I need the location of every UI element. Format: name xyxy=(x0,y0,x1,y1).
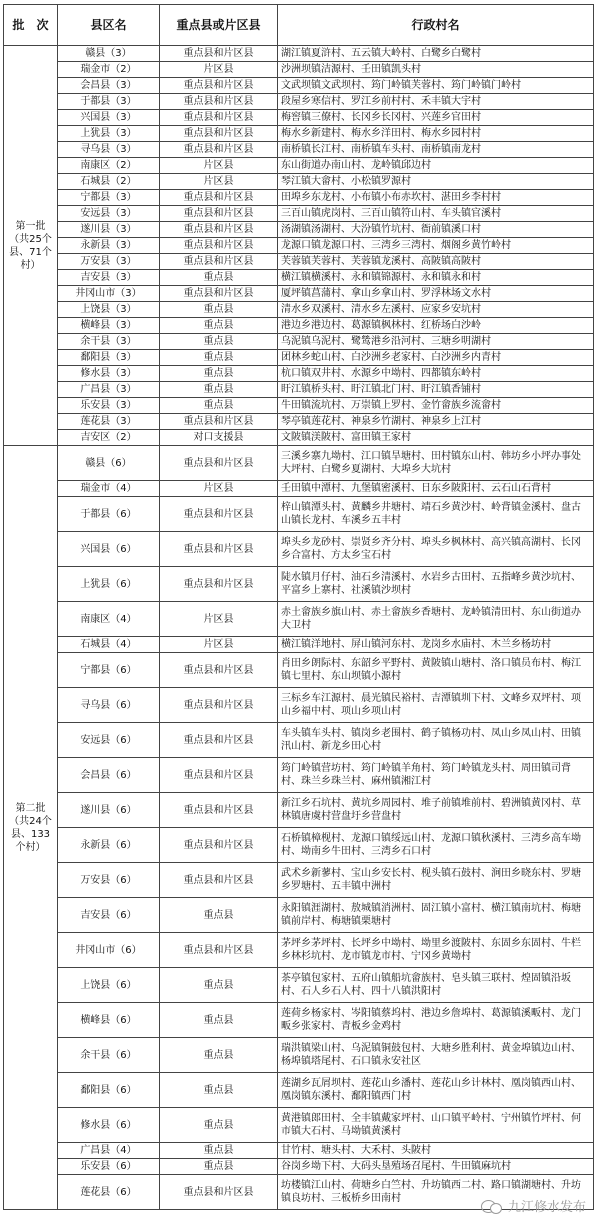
county-type-cell: 重点县和片区县 xyxy=(160,126,278,142)
county-type-cell: 重点县和片区县 xyxy=(160,78,278,94)
county-type-cell: 重点县 xyxy=(160,302,278,318)
county-type-cell: 重点县 xyxy=(160,898,278,933)
table-header-row xyxy=(4,5,594,46)
village-list-cell: 杭口镇双井村、水源乡中坳村、四都镇东岭村 xyxy=(278,366,594,382)
county-cell: 兴国县（6） xyxy=(58,532,160,567)
county-type-cell: 重点县和片区县 xyxy=(160,238,278,254)
county-type-cell: 重点县 xyxy=(160,968,278,1003)
village-list-cell: 三溪乡寨九坳村、江口镇旱塘村、田村镇东山村、韩坊乡小坪办事处大坪村、白鹭乡夏湖村、大埠乡大坑村 xyxy=(278,446,594,481)
county-cell: 余干县（6） xyxy=(58,1038,160,1073)
table-row xyxy=(4,158,594,174)
village-list-cell: 永阳镇涯湖村、敖城镇消洲村、固江镇小富村、横江镇南坑村、梅塘镇前岸村、梅塘镇栗塘村 xyxy=(278,898,594,933)
table-row xyxy=(4,481,594,497)
county-cell: 遂川县（6） xyxy=(58,793,160,828)
table-row xyxy=(4,318,594,334)
county-cell: 瑞金市（4） xyxy=(58,481,160,497)
county-type-cell: 重点县和片区县 xyxy=(160,286,278,302)
county-type-cell: 片区县 xyxy=(160,62,278,78)
header-type: 重点县或片区县 xyxy=(160,5,278,46)
table-row xyxy=(4,758,594,793)
county-type-cell: 重点县和片区县 xyxy=(160,414,278,430)
county-type-cell: 重点县和片区县 xyxy=(160,723,278,758)
county-type-cell: 片区县 xyxy=(160,158,278,174)
table-row xyxy=(4,46,594,62)
county-type-cell: 重点县和片区县 xyxy=(160,110,278,126)
table-row xyxy=(4,1159,594,1175)
table-body xyxy=(4,46,594,1210)
village-list-cell: 清水乡双溪村、清水乡左溪村、应家乡安坑村 xyxy=(278,302,594,318)
table-row xyxy=(4,602,594,637)
village-list-cell: 厦坪镇菖蒲村、拿山乡拿山村、罗浮林场文水村 xyxy=(278,286,594,302)
county-cell: 寻乌县（3） xyxy=(58,142,160,158)
county-cell: 安远县（3） xyxy=(58,206,160,222)
village-list-cell: 梓山镇潭头村、黄麟乡井塘村、靖石乡黄沙村、岭背镇金溪村、盘古山镇长龙村、车溪乡五丰村 xyxy=(278,497,594,532)
village-list-cell: 坊楼镇江山村、荷塘乡白竺村、升坊镇西二村、路口镇湖塘村、升坊镇良坊村、三板桥乡田南村 xyxy=(278,1175,594,1210)
table-row xyxy=(4,1038,594,1073)
village-list-cell: 茶亭镇包家村、五府山镇船坑畲族村、皂头镇三联村、煌固镇沿坂村、石人乡石人村、四十八镇洪阳村 xyxy=(278,968,594,1003)
county-type-cell: 重点县和片区县 xyxy=(160,758,278,793)
table-row xyxy=(4,126,594,142)
county-type-cell: 重点县 xyxy=(160,366,278,382)
village-list-cell: 壬田镇中潭村、九堡镇密溪村、日东乡陂阳村、云石山石背村 xyxy=(278,481,594,497)
county-type-cell: 片区县 xyxy=(160,174,278,190)
village-list-cell: 港边乡港边村、葛源镇枫林村、红桥场白沙岭 xyxy=(278,318,594,334)
village-list-cell: 琴江镇大畲村、小松镇罗源村 xyxy=(278,174,594,190)
county-type-cell: 重点县 xyxy=(160,1003,278,1038)
county-cell: 寻乌县（6） xyxy=(58,688,160,723)
county-cell: 横峰县（6） xyxy=(58,1003,160,1038)
table-row xyxy=(4,78,594,94)
county-type-cell: 片区县 xyxy=(160,481,278,497)
village-list-cell: 文武坝镇文武坝村、筠门岭镇芙蓉村、筠门岭镇门岭村 xyxy=(278,78,594,94)
table-row xyxy=(4,933,594,968)
village-list-cell: 瑞洪镇梁山村、乌泥镇铜鼓包村、大塘乡胜利村、黄金埠镇边山村、杨埠镇塔尾村、石口镇永安社区 xyxy=(278,1038,594,1073)
table-row xyxy=(4,1108,594,1143)
county-type-cell: 重点县和片区县 xyxy=(160,532,278,567)
county-cell: 永新县（3） xyxy=(58,238,160,254)
table-row xyxy=(4,286,594,302)
county-type-cell: 重点县和片区县 xyxy=(160,688,278,723)
table-row xyxy=(4,334,594,350)
wechat-icon xyxy=(481,1198,503,1214)
table-row xyxy=(4,723,594,758)
village-list-cell: 横江镇洋地村、屏山镇河东村、龙岗乡水庙村、木兰乡杨坊村 xyxy=(278,637,594,653)
county-type-cell: 重点县和片区县 xyxy=(160,828,278,863)
county-cell: 吉安县（3） xyxy=(58,270,160,286)
village-list-cell: 盱江镇桥头村、盱江镇北门村、盱江镇香铺村 xyxy=(278,382,594,398)
county-type-cell: 重点县 xyxy=(160,270,278,286)
table-row xyxy=(4,142,594,158)
table-row xyxy=(4,637,594,653)
county-cell: 永新县（6） xyxy=(58,828,160,863)
table-row xyxy=(4,793,594,828)
county-type-cell: 重点县和片区县 xyxy=(160,567,278,602)
table-row xyxy=(4,898,594,933)
county-type-cell: 重点县 xyxy=(160,1108,278,1143)
village-list-cell: 石桥镇樟枧村、龙源口镇绥远山村、龙源口镇秋溪村、三湾乡高车坳村、坳南乡牛田村、三湾乡石口村 xyxy=(278,828,594,863)
county-cell: 石城县（4） xyxy=(58,637,160,653)
village-list-cell: 汤湖镇汤湖村、大汾镇竹坑村、衙前镇溪口村 xyxy=(278,222,594,238)
table-row xyxy=(4,398,594,414)
county-cell: 广昌县（4） xyxy=(58,1143,160,1159)
county-cell: 会昌县（6） xyxy=(58,758,160,793)
header-batch: 批 次 xyxy=(4,5,58,46)
table-row xyxy=(4,1143,594,1159)
county-cell: 修水县（6） xyxy=(58,1108,160,1143)
county-type-cell: 重点县和片区县 xyxy=(160,653,278,688)
table-row xyxy=(4,863,594,898)
county-cell: 万安县（3） xyxy=(58,254,160,270)
county-type-cell: 重点县和片区县 xyxy=(160,190,278,206)
village-list-cell: 田埠乡东龙村、小布镇小布赤坎村、湛田乡李村村 xyxy=(278,190,594,206)
county-cell: 鄱阳县（6） xyxy=(58,1073,160,1108)
county-cell: 鄱阳县（3） xyxy=(58,350,160,366)
village-list-cell: 沙洲坝镇洁源村、壬田镇凯头村 xyxy=(278,62,594,78)
table-row xyxy=(4,653,594,688)
county-cell: 瑞金市（2） xyxy=(58,62,160,78)
village-list-cell: 梅窖镇三僚村、长冈乡长冈村、兴莲乡官田村 xyxy=(278,110,594,126)
county-cell: 于都县（3） xyxy=(58,94,160,110)
county-type-cell: 重点县和片区县 xyxy=(160,793,278,828)
county-cell: 遂川县（3） xyxy=(58,222,160,238)
table-row xyxy=(4,270,594,286)
table-row xyxy=(4,497,594,532)
county-cell: 南康区（4） xyxy=(58,602,160,637)
village-list-cell: 车头镇车头村、镇岗乡老围村、鹤子镇杨功村、凤山乡凤山村、田镇汛山村、新龙乡田心村 xyxy=(278,723,594,758)
county-type-cell: 重点县和片区县 xyxy=(160,254,278,270)
table-row xyxy=(4,567,594,602)
county-type-cell: 对口支援县 xyxy=(160,430,278,446)
county-type-cell: 重点县和片区县 xyxy=(160,142,278,158)
header-villages: 行政村名 xyxy=(278,5,594,46)
county-cell: 广昌县（3） xyxy=(58,382,160,398)
village-list-cell: 芙蓉镇芙蓉村、芙蓉镇龙溪村、高陂镇高陂村 xyxy=(278,254,594,270)
table-row xyxy=(4,238,594,254)
county-cell: 莲花县（6） xyxy=(58,1175,160,1210)
table-row xyxy=(4,968,594,1003)
village-list-cell: 乌泥镇乌泥村、鹭鸶港乡沿河村、三塘乡明湖村 xyxy=(278,334,594,350)
table-row xyxy=(4,254,594,270)
village-list-cell: 团林乡蛇山村、白沙洲乡老家村、白沙洲乡内青村 xyxy=(278,350,594,366)
county-type-cell: 重点县和片区县 xyxy=(160,206,278,222)
table-row xyxy=(4,350,594,366)
county-type-cell: 重点县 xyxy=(160,334,278,350)
county-cell: 兴国县（3） xyxy=(58,110,160,126)
village-list-cell: 三百山镇虎岗村、三百山镇符山村、车头镇官溪村 xyxy=(278,206,594,222)
village-list-cell: 筠门岭镇营坊村、筠门岭镇羊角村、筠门岭镇龙头村、周田镇司背村、珠兰乡珠兰村、麻州镇湘江村 xyxy=(278,758,594,793)
county-type-cell: 重点县 xyxy=(160,1143,278,1159)
village-list-cell: 三标乡车江源村、晨光镇民裕村、吉潭镇圳下村、文峰乡双坪村、项山乡福中村、项山乡项山村 xyxy=(278,688,594,723)
county-type-cell: 重点县 xyxy=(160,1159,278,1175)
village-list-cell: 湖江镇夏浒村、五云镇大岭村、白鹭乡白鹭村 xyxy=(278,46,594,62)
county-cell: 井冈山市（3） xyxy=(58,286,160,302)
county-cell: 修水县（3） xyxy=(58,366,160,382)
village-list-cell: 文陂镇渼陂村、富田镇王家村 xyxy=(278,430,594,446)
county-type-cell: 重点县和片区县 xyxy=(160,94,278,110)
county-type-cell: 重点县 xyxy=(160,1038,278,1073)
table-row xyxy=(4,302,594,318)
county-cell: 赣县（6） xyxy=(58,446,160,481)
table-row xyxy=(4,110,594,126)
county-type-cell: 重点县和片区县 xyxy=(160,497,278,532)
village-list-cell: 琴亭镇莲花村、神泉乡竹湖村、神泉乡上江村 xyxy=(278,414,594,430)
county-cell: 井冈山市（6） xyxy=(58,933,160,968)
village-list-cell: 梅水乡新建村、梅水乡洋田村、梅水乡园村村 xyxy=(278,126,594,142)
village-list-cell: 陡水镇月仔村、油石乡清溪村、水岩乡古田村、五指峰乡黄沙坑村、平富乡上寨村、社溪镇沙坝村 xyxy=(278,567,594,602)
table-row xyxy=(4,174,594,190)
county-cell: 会昌县（3） xyxy=(58,78,160,94)
county-type-cell: 重点县和片区县 xyxy=(160,933,278,968)
county-cell: 石城县（2） xyxy=(58,174,160,190)
county-cell: 上饶县（3） xyxy=(58,302,160,318)
county-type-cell: 重点县和片区县 xyxy=(160,863,278,898)
table-row xyxy=(4,382,594,398)
village-table xyxy=(3,4,594,1210)
county-cell: 乐安县（6） xyxy=(58,1159,160,1175)
county-type-cell: 重点县和片区县 xyxy=(160,446,278,481)
county-type-cell: 重点县 xyxy=(160,350,278,366)
village-list-cell: 横江镇横溪村、永和镇锦源村、永和镇永和村 xyxy=(278,270,594,286)
village-list-cell: 黄港镇郎田村、全丰镇戴家坪村、山口镇平岭村、宁州镇竹坪村、何市镇大石村、马坳镇黄溪村 xyxy=(278,1108,594,1143)
county-type-cell: 片区县 xyxy=(160,602,278,637)
village-list-cell: 南桥镇长江村、南桥镇车头村、南桥镇南龙村 xyxy=(278,142,594,158)
table-row xyxy=(4,1073,594,1108)
table-row xyxy=(4,62,594,78)
table-row xyxy=(4,430,594,446)
village-list-cell: 武术乡新蓼村、宝山乡安长村、枧头镇石鼓村、涧田乡晓东村、罗塘乡罗塘村、五丰镇中洲村 xyxy=(278,863,594,898)
table-row xyxy=(4,446,594,481)
county-cell: 上犹县（6） xyxy=(58,567,160,602)
village-list-cell: 肖田乡朗际村、东韶乡平野村、黄陂镇山塘村、洛口镇员布村、梅江镇七里村、东山坝镇小源村 xyxy=(278,653,594,688)
village-list-cell: 莲荷乡杨家村、岑阳镇蔡坞村、港边乡詹埠村、葛源镇溪畈村、龙门畈乡张家村、青板乡金鸡村 xyxy=(278,1003,594,1038)
county-type-cell: 重点县 xyxy=(160,398,278,414)
header-county: 县区名 xyxy=(58,5,160,46)
county-cell: 南康区（2） xyxy=(58,158,160,174)
village-list-cell: 龙源口镇龙源口村、三湾乡三湾村、烟阁乡黄竹岭村 xyxy=(278,238,594,254)
county-cell: 上犹县（3） xyxy=(58,126,160,142)
county-cell: 宁都县（3） xyxy=(58,190,160,206)
village-list-cell: 埠头乡龙砂村、崇贤乡齐分村、埠头乡枫林村、高兴镇高湖村、长冈乡合富村、方太乡宝石村 xyxy=(278,532,594,567)
table-row xyxy=(4,206,594,222)
county-cell: 乐安县（3） xyxy=(58,398,160,414)
county-cell: 于都县（6） xyxy=(58,497,160,532)
table-row xyxy=(4,414,594,430)
county-cell: 吉安区（2） xyxy=(58,430,160,446)
county-cell: 余干县（3） xyxy=(58,334,160,350)
table-row xyxy=(4,94,594,110)
county-cell: 吉安县（6） xyxy=(58,898,160,933)
county-type-cell: 片区县 xyxy=(160,637,278,653)
batch-label: 第二批（共24个县、133个村） xyxy=(4,446,58,1210)
county-cell: 安远县（6） xyxy=(58,723,160,758)
table-row xyxy=(4,222,594,238)
watermark xyxy=(481,1196,586,1215)
county-cell: 莲花县（3） xyxy=(58,414,160,430)
table-row xyxy=(4,190,594,206)
watermark-text: 九江修水发布 xyxy=(507,1200,586,1215)
county-cell: 横峰县（3） xyxy=(58,318,160,334)
county-type-cell: 重点县和片区县 xyxy=(160,222,278,238)
county-cell: 上饶县（6） xyxy=(58,968,160,1003)
table-row xyxy=(4,1003,594,1038)
table-row xyxy=(4,688,594,723)
batch-label: 第一批（共25个县、71个村） xyxy=(4,46,58,446)
county-type-cell: 重点县 xyxy=(160,318,278,334)
village-list-cell: 赤土畲族乡旗山村、赤土畲族乡香塘村、龙岭镇清田村、东山街道办大卫村 xyxy=(278,602,594,637)
village-list-cell: 东山街道办南山村、龙岭镇邱边村 xyxy=(278,158,594,174)
village-list-cell: 牛田镇流坑村、万崇镇上罗村、金竹畲族乡流畲村 xyxy=(278,398,594,414)
village-list-cell: 莲湖乡瓦屑坝村、莲花山乡潘村、莲花山乡计林村、凰岗镇西山村、凰岗镇东溪村、鄱阳镇西门村 xyxy=(278,1073,594,1108)
county-type-cell: 重点县 xyxy=(160,382,278,398)
table-row xyxy=(4,532,594,567)
village-list-cell: 新江乡石坑村、黄坑乡周园村、堆子前镇堆前村、碧洲镇黄冈村、草林镇唐虞村营盘圩乡营盘村 xyxy=(278,793,594,828)
village-list-cell: 谷岗乡坳下村、大码头垦殖场召尾村、牛田镇麻坑村 xyxy=(278,1159,594,1175)
village-list-cell: 茅坪乡茅坪村、长坪乡中坳村、坳里乡渡陂村、东固乡东固村、牛栏乡林杉坑村、龙市镇龙市村、宁冈乡黄坳村 xyxy=(278,933,594,968)
village-list-cell: 甘竹村、塘头村、大禾村、头陂村 xyxy=(278,1143,594,1159)
county-type-cell: 重点县和片区县 xyxy=(160,46,278,62)
table-row xyxy=(4,828,594,863)
county-cell: 赣县（3） xyxy=(58,46,160,62)
village-list-cell: 段屋乡寒信村、罗江乡前村村、禾丰镇大宇村 xyxy=(278,94,594,110)
county-type-cell: 重点县和片区县 xyxy=(160,1175,278,1210)
county-cell: 宁都县（6） xyxy=(58,653,160,688)
county-cell: 万安县（6） xyxy=(58,863,160,898)
table-row xyxy=(4,366,594,382)
county-type-cell: 重点县 xyxy=(160,1073,278,1108)
